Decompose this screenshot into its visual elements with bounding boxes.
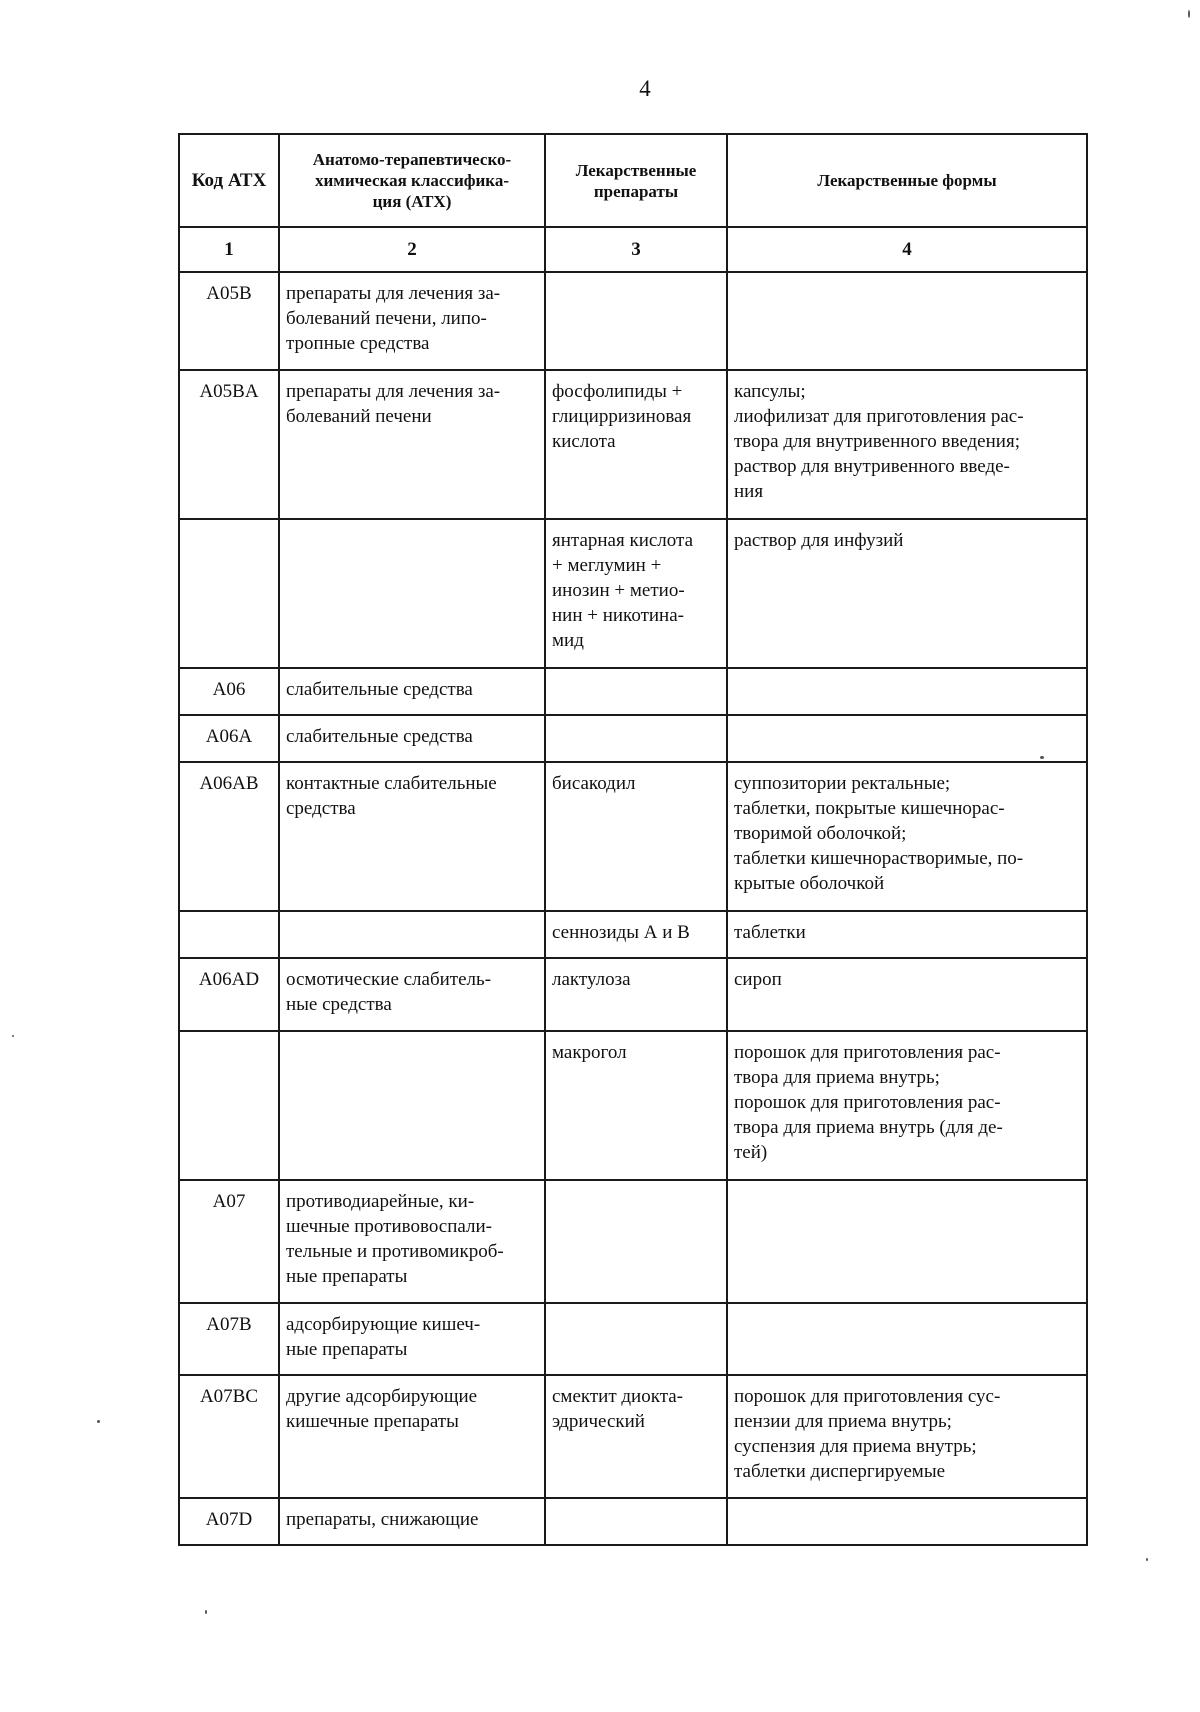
atc-code-cell: A05BA (179, 370, 279, 519)
dosage-form-cell (727, 715, 1087, 762)
atc-code-cell: A07D (179, 1498, 279, 1545)
table-row (179, 1375, 1087, 1498)
drug-cell (545, 668, 727, 715)
atc-code-cell: A07B (179, 1303, 279, 1375)
atc-group-cell: слабительные средства (279, 668, 545, 715)
atc-code-cell (179, 519, 279, 668)
dosage-form-cell: таблетки (727, 911, 1087, 958)
header-row (179, 134, 1087, 227)
table-row (179, 519, 1087, 668)
table-row (179, 370, 1087, 519)
atc-code-cell: A06AD (179, 958, 279, 1031)
atc-group-cell: препараты, снижающие (279, 1498, 545, 1545)
atc-group-cell (279, 911, 545, 958)
column-number: 4 (727, 227, 1087, 272)
drug-cell: сеннозиды А и В (545, 911, 727, 958)
atc-code-cell: A07 (179, 1180, 279, 1303)
column-number: 1 (179, 227, 279, 272)
scan-speck (97, 1420, 100, 1423)
drug-cell (545, 1303, 727, 1375)
atc-code-cell: A07BC (179, 1375, 279, 1498)
atc-drug-table (178, 133, 1088, 1546)
dosage-form-cell (727, 1180, 1087, 1303)
dosage-form-cell (727, 668, 1087, 715)
dosage-form-cell: порошок для приготовления сус- пензии для приема внутрь; суспензия для приема внутрь; таблетки диспергируемые (727, 1375, 1087, 1498)
atc-group-cell: адсорбирующие кишеч- ные препараты (279, 1303, 545, 1375)
drug-cell: фосфолипиды + глицирризиновая кислота (545, 370, 727, 519)
dosage-form-cell (727, 272, 1087, 370)
table-row (179, 1031, 1087, 1180)
drug-cell (545, 1498, 727, 1545)
scan-speck (12, 1035, 14, 1037)
scan-speck (1040, 756, 1044, 759)
atc-group-cell: осмотические слабитель- ные средства (279, 958, 545, 1031)
column-number: 2 (279, 227, 545, 272)
atc-group-cell: другие адсорбирующие кишечные препараты (279, 1375, 545, 1498)
header-code: Код АТХ (179, 134, 279, 227)
scan-speck (1146, 1558, 1148, 1561)
drug-cell: лактулоза (545, 958, 727, 1031)
table-row (179, 958, 1087, 1031)
atc-group-cell (279, 1031, 545, 1180)
table-row (179, 715, 1087, 762)
drug-cell: макрогол (545, 1031, 727, 1180)
atc-code-cell: A06 (179, 668, 279, 715)
dosage-form-cell: порошок для приготовления рас- твора для приема внутрь; порошок для приготовления рас- твора для приема внутрь (для де- тей) (727, 1031, 1087, 1180)
column-number-row (179, 227, 1087, 272)
page-number: 4 (639, 76, 651, 101)
dosage-form-cell: суппозитории ректальные; таблетки, покрытые кишечнорас- творимой оболочкой; таблетки кишечнорастворимые, по- крытые оболочкой (727, 762, 1087, 911)
scan-speck (1188, 10, 1190, 18)
atc-group-cell (279, 519, 545, 668)
dosage-form-cell: капсулы; лиофилизат для приготовления рас- твора для внутривенного введения; раствор для внутривенного введе- ния (727, 370, 1087, 519)
scan-speck (205, 1610, 207, 1614)
atc-group-cell: контактные слабительные средства (279, 762, 545, 911)
atc-group-cell: слабительные средства (279, 715, 545, 762)
drug-cell: смектит диокта- эдрический (545, 1375, 727, 1498)
atc-code-cell: A05B (179, 272, 279, 370)
table-row (179, 668, 1087, 715)
drug-cell: янтарная кислота + меглумин + инозин + метио- нин + никотина- мид (545, 519, 727, 668)
header-dosage-forms: Лекарственные формы (727, 134, 1087, 227)
atc-group-cell: препараты для лечения за- болеваний печени, липо- тропные средства (279, 272, 545, 370)
dosage-form-cell (727, 1303, 1087, 1375)
header-atc-classification: Анатомо-терапевтическо- химическая классифика- ция (АТХ) (279, 134, 545, 227)
atc-group-cell: противодиарейные, ки- шечные противовоспали- тельные и противомикроб- ные препараты (279, 1180, 545, 1303)
drug-cell (545, 1180, 727, 1303)
drug-cell (545, 715, 727, 762)
atc-code-cell: A06A (179, 715, 279, 762)
table-row (179, 272, 1087, 370)
dosage-form-cell: раствор для инфузий (727, 519, 1087, 668)
atc-code-cell (179, 911, 279, 958)
atc-code-cell (179, 1031, 279, 1180)
drug-cell: бисакодил (545, 762, 727, 911)
atc-group-cell: препараты для лечения за- болеваний печени (279, 370, 545, 519)
table-row (179, 1498, 1087, 1545)
header-drugs: Лекарственные препараты (545, 134, 727, 227)
atc-code-cell: A06AB (179, 762, 279, 911)
table-row (179, 911, 1087, 958)
table-row (179, 1180, 1087, 1303)
table-row (179, 1303, 1087, 1375)
dosage-form-cell: сироп (727, 958, 1087, 1031)
dosage-form-cell (727, 1498, 1087, 1545)
column-number: 3 (545, 227, 727, 272)
table-row (179, 762, 1087, 911)
drug-cell (545, 272, 727, 370)
